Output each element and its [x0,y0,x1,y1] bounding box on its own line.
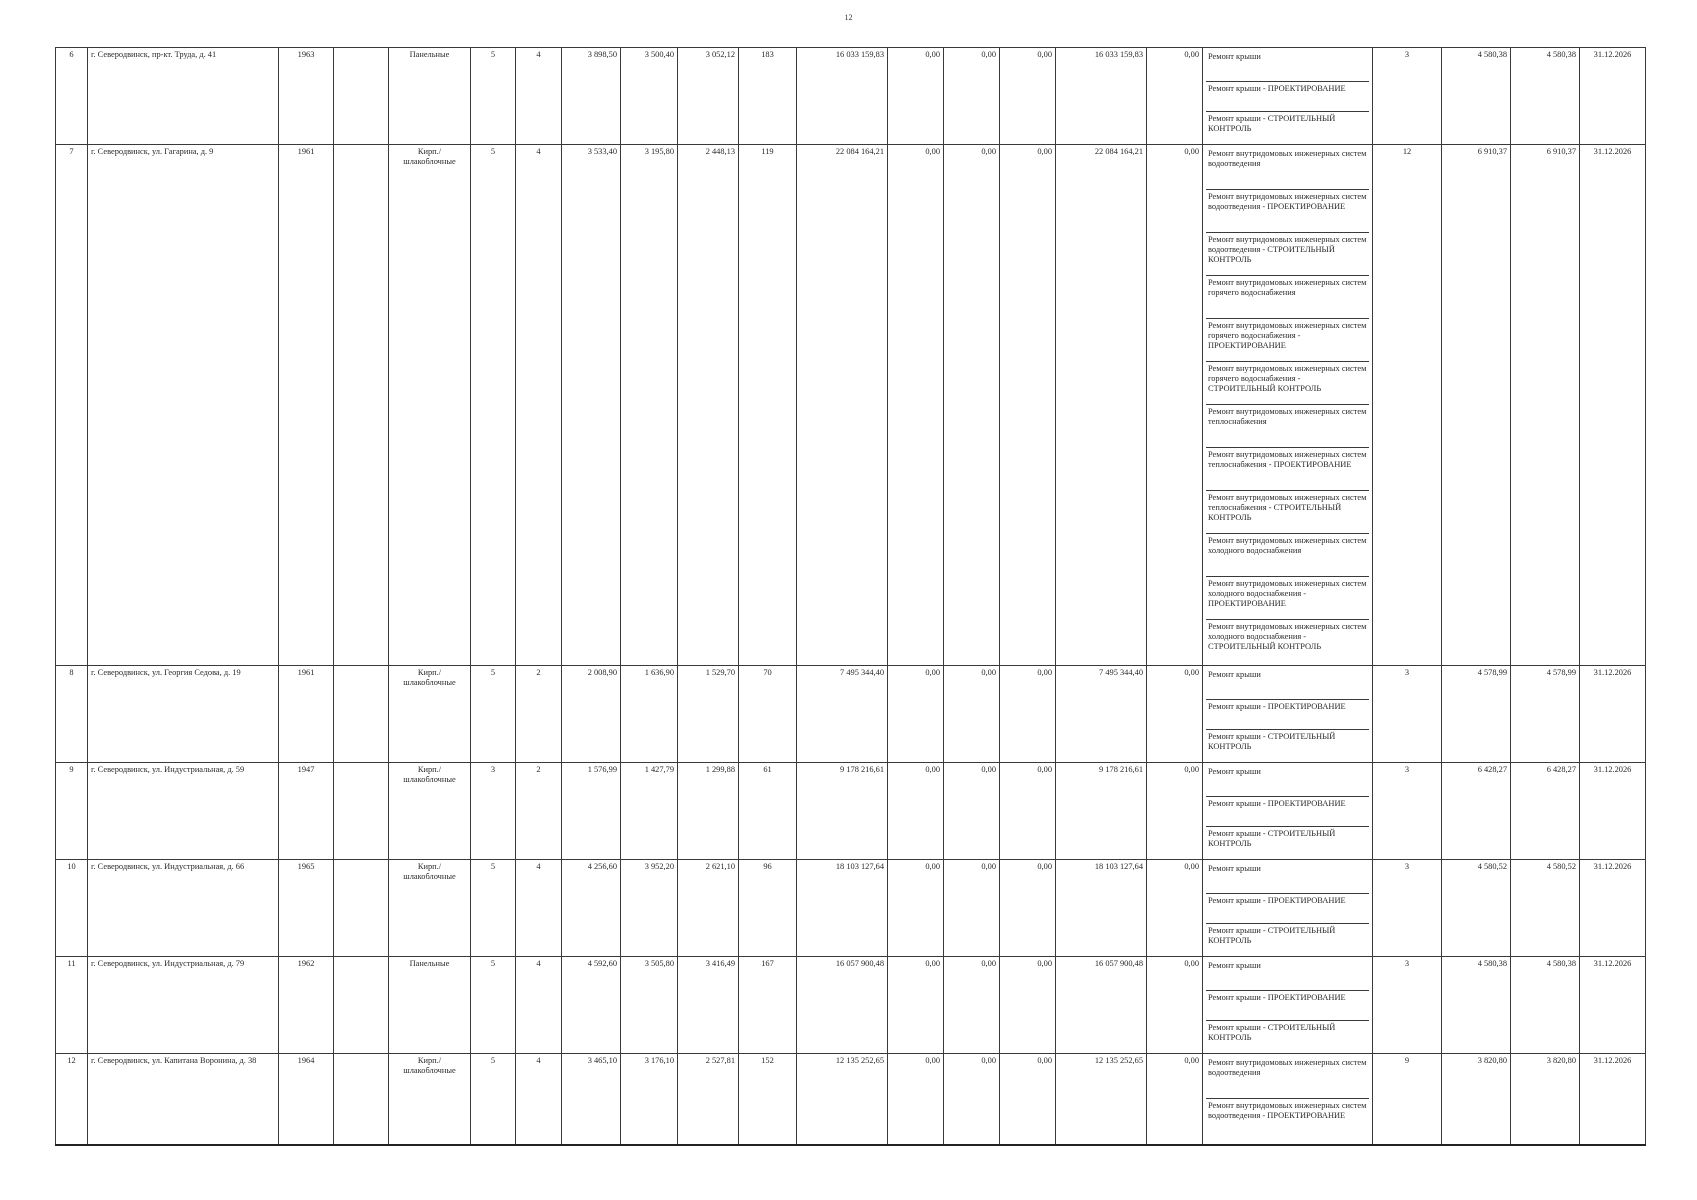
fund-local: 0,00 [1000,145,1056,666]
fund-regional: 0,00 [944,666,1000,763]
area-living: 1 636,90 [621,666,678,763]
cost-total: 7 495 344,40 [797,666,888,763]
area-living: 3 505,80 [621,957,678,1054]
wall-material: Кирп./ шлакоблочные [389,145,471,666]
residents: 167 [739,957,797,1054]
max-unit-cost: 4 580,52 [1511,860,1580,957]
unit-cost: 3 820,80 [1442,1054,1511,1146]
table-row [56,763,1646,860]
floors: 5 [471,145,516,666]
repair-program-table [55,47,1646,1146]
fund-regional: 0,00 [944,957,1000,1054]
row-number: 8 [56,666,88,763]
area-residential: 1 529,70 [678,666,739,763]
year-built: 1947 [279,763,334,860]
max-unit-cost: 4 578,99 [1511,666,1580,763]
work-item: Ремонт внутридомовых инженерных систем теплоснабжения [1206,405,1369,448]
fund-regional: 0,00 [944,48,1000,145]
row-number: 7 [56,145,88,666]
wall-material: Кирп./ шлакоблочные [389,860,471,957]
year-built: 1961 [279,145,334,666]
deadline: 31.12.2026 [1580,666,1646,763]
year-built: 1965 [279,860,334,957]
entrances: 4 [516,1054,562,1146]
wall-material: Кирп./ шлакоблочные [389,763,471,860]
work-item: Ремонт крыши - ПРОЕКТИРОВАНИЕ [1206,700,1369,730]
work-count: 9 [1373,1054,1442,1146]
fund-owners: 16 033 159,83 [1056,48,1147,145]
max-unit-cost: 4 580,38 [1511,957,1580,1054]
row-number: 10 [56,860,88,957]
fund-local: 0,00 [1000,763,1056,860]
work-count: 3 [1373,666,1442,763]
area-total: 3 533,40 [562,145,621,666]
work-item: Ремонт внутридомовых инженерных систем водоотведения - ПРОЕКТИРОВАНИЕ [1208,1101,1367,1120]
cost-total: 22 084 164,21 [797,145,888,666]
entrances: 4 [516,145,562,666]
fund-other: 0,00 [1147,48,1203,145]
wall-material: Панельные [389,957,471,1054]
empty-cell [334,666,389,763]
unit-cost: 6 428,27 [1442,763,1511,860]
cost-total: 18 103 127,64 [797,860,888,957]
year-built: 1963 [279,48,334,145]
cost-total: 12 135 252,65 [797,1054,888,1146]
address: г. Северодвинск, ул. Георгия Седова, д. 19 [88,666,279,763]
work-item: Ремонт крыши [1206,765,1369,797]
fund-regional: 0,00 [944,1054,1000,1146]
work-item: Ремонт крыши [1206,50,1369,82]
work-item: Ремонт внутридомовых инженерных систем теплоснабжения - СТРОИТЕЛЬНЫЙ КОНТРОЛЬ [1206,491,1369,534]
empty-cell [334,763,389,860]
work-item: Ремонт крыши [1206,959,1369,991]
fund-other: 0,00 [1147,957,1203,1054]
work-item: Ремонт крыши - СТРОИТЕЛЬНЫЙ КОНТРОЛЬ [1208,732,1336,751]
year-built: 1962 [279,957,334,1054]
work-item: Ремонт внутридомовых инженерных систем горячего водоснабжения - СТРОИТЕЛЬНЫЙ КОНТРОЛЬ [1206,362,1369,405]
unit-cost: 4 580,38 [1442,48,1511,145]
fund-local: 0,00 [1000,860,1056,957]
area-living: 3 176,10 [621,1054,678,1146]
work-item: Ремонт внутридомовых инженерных систем холодного водоснабжения - ПРОЕКТИРОВАНИЕ [1206,577,1369,620]
wall-material: Кирп./ шлакоблочные [389,666,471,763]
unit-cost: 4 580,38 [1442,957,1511,1054]
fund-federal: 0,00 [888,145,944,666]
area-total: 3 898,50 [562,48,621,145]
fund-other: 0,00 [1147,1054,1203,1146]
work-list [1203,763,1373,860]
work-item: Ремонт крыши [1206,668,1369,700]
work-item: Ремонт внутридомовых инженерных систем холодного водоснабжения [1206,534,1369,577]
area-living: 3 500,40 [621,48,678,145]
wall-material: Кирп./ шлакоблочные [389,1054,471,1146]
area-residential: 2 448,13 [678,145,739,666]
fund-federal: 0,00 [888,48,944,145]
fund-owners: 18 103 127,64 [1056,860,1147,957]
address: г. Северодвинск, ул. Индустриальная, д. 66 [88,860,279,957]
entrances: 4 [516,860,562,957]
fund-other: 0,00 [1147,145,1203,666]
address: г. Северодвинск, ул. Капитана Воронина, д. 38 [88,1054,279,1146]
fund-federal: 0,00 [888,957,944,1054]
table-row [56,1054,1646,1146]
area-residential: 3 052,12 [678,48,739,145]
floors: 5 [471,48,516,145]
residents: 183 [739,48,797,145]
row-number: 6 [56,48,88,145]
fund-local: 0,00 [1000,957,1056,1054]
empty-cell [334,48,389,145]
work-list [1203,48,1373,145]
floors: 3 [471,763,516,860]
unit-cost: 4 580,52 [1442,860,1511,957]
work-item: Ремонт внутридомовых инженерных систем горячего водоснабжения - ПРОЕКТИРОВАНИЕ [1206,319,1369,362]
row-number: 9 [56,763,88,860]
cost-total: 9 178 216,61 [797,763,888,860]
work-item: Ремонт внутридомовых инженерных систем горячего водоснабжения [1206,276,1369,319]
entrances: 2 [516,763,562,860]
cost-total: 16 057 900,48 [797,957,888,1054]
max-unit-cost: 6 428,27 [1511,763,1580,860]
entrances: 4 [516,957,562,1054]
fund-local: 0,00 [1000,48,1056,145]
unit-cost: 6 910,37 [1442,145,1511,666]
deadline: 31.12.2026 [1580,145,1646,666]
deadline: 31.12.2026 [1580,48,1646,145]
max-unit-cost: 4 580,38 [1511,48,1580,145]
work-item: Ремонт крыши - СТРОИТЕЛЬНЫЙ КОНТРОЛЬ [1208,926,1336,945]
work-list [1203,145,1373,666]
table-row [56,145,1646,666]
residents: 119 [739,145,797,666]
fund-owners: 12 135 252,65 [1056,1054,1147,1146]
max-unit-cost: 3 820,80 [1511,1054,1580,1146]
work-list [1203,1054,1373,1146]
empty-cell [334,957,389,1054]
residents: 152 [739,1054,797,1146]
address: г. Северодвинск, пр-кт. Труда, д. 41 [88,48,279,145]
fund-regional: 0,00 [944,145,1000,666]
empty-cell [334,860,389,957]
fund-other: 0,00 [1147,860,1203,957]
work-item: Ремонт крыши - СТРОИТЕЛЬНЫЙ КОНТРОЛЬ [1208,829,1336,848]
area-living: 3 195,80 [621,145,678,666]
table-row [56,957,1646,1054]
empty-cell [334,145,389,666]
floors: 5 [471,957,516,1054]
fund-owners: 9 178 216,61 [1056,763,1147,860]
work-count: 3 [1373,860,1442,957]
work-item: Ремонт крыши [1206,862,1369,894]
year-built: 1964 [279,1054,334,1146]
residents: 70 [739,666,797,763]
address: г. Северодвинск, ул. Индустриальная, д. 59 [88,763,279,860]
work-item: Ремонт внутридомовых инженерных систем холодного водоснабжения - СТРОИТЕЛЬНЫЙ КОНТРОЛЬ [1208,622,1367,651]
fund-owners: 16 057 900,48 [1056,957,1147,1054]
fund-federal: 0,00 [888,1054,944,1146]
work-count: 3 [1373,957,1442,1054]
work-item: Ремонт внутридомовых инженерных систем водоотведения [1206,147,1369,190]
table-row [56,48,1646,145]
fund-owners: 22 084 164,21 [1056,145,1147,666]
row-number: 12 [56,1054,88,1146]
area-residential: 1 299,88 [678,763,739,860]
fund-regional: 0,00 [944,763,1000,860]
fund-local: 0,00 [1000,666,1056,763]
fund-federal: 0,00 [888,860,944,957]
work-item: Ремонт внутридомовых инженерных систем водоотведения - ПРОЕКТИРОВАНИЕ [1206,190,1369,233]
work-list [1203,957,1373,1054]
max-unit-cost: 6 910,37 [1511,145,1580,666]
work-list [1203,860,1373,957]
wall-material: Панельные [389,48,471,145]
work-count: 12 [1373,145,1442,666]
deadline: 31.12.2026 [1580,957,1646,1054]
deadline: 31.12.2026 [1580,860,1646,957]
fund-regional: 0,00 [944,860,1000,957]
work-item: Ремонт внутридомовых инженерных систем теплоснабжения - ПРОЕКТИРОВАНИЕ [1206,448,1369,491]
residents: 61 [739,763,797,860]
area-residential: 2 621,10 [678,860,739,957]
table-row [56,860,1646,957]
area-total: 2 008,90 [562,666,621,763]
area-total: 3 465,10 [562,1054,621,1146]
floors: 5 [471,860,516,957]
area-living: 3 952,20 [621,860,678,957]
area-residential: 3 416,49 [678,957,739,1054]
work-count: 3 [1373,48,1442,145]
fund-local: 0,00 [1000,1054,1056,1146]
address: г. Северодвинск, ул. Гагарина, д. 9 [88,145,279,666]
work-item: Ремонт крыши - ПРОЕКТИРОВАНИЕ [1206,894,1369,924]
deadline: 31.12.2026 [1580,763,1646,860]
work-item: Ремонт крыши - СТРОИТЕЛЬНЫЙ КОНТРОЛЬ [1208,114,1336,133]
area-residential: 2 527,81 [678,1054,739,1146]
work-item: Ремонт крыши - ПРОЕКТИРОВАНИЕ [1206,991,1369,1021]
entrances: 4 [516,48,562,145]
fund-federal: 0,00 [888,763,944,860]
fund-federal: 0,00 [888,666,944,763]
work-item: Ремонт внутридомовых инженерных систем водоотведения [1206,1056,1369,1099]
area-total: 4 256,60 [562,860,621,957]
area-total: 4 592,60 [562,957,621,1054]
year-built: 1961 [279,666,334,763]
work-item: Ремонт крыши - СТРОИТЕЛЬНЫЙ КОНТРОЛЬ [1208,1023,1336,1042]
row-number: 11 [56,957,88,1054]
address: г. Северодвинск, ул. Индустриальная, д. 79 [88,957,279,1054]
floors: 5 [471,666,516,763]
page-number: 12 [844,13,853,22]
area-living: 1 427,79 [621,763,678,860]
fund-other: 0,00 [1147,666,1203,763]
deadline: 31.12.2026 [1580,1054,1646,1146]
fund-owners: 7 495 344,40 [1056,666,1147,763]
empty-cell [334,1054,389,1146]
table-row [56,666,1646,763]
fund-other: 0,00 [1147,763,1203,860]
work-item: Ремонт крыши - ПРОЕКТИРОВАНИЕ [1206,82,1369,112]
floors: 5 [471,1054,516,1146]
work-list [1203,666,1373,763]
cost-total: 16 033 159,83 [797,48,888,145]
residents: 96 [739,860,797,957]
unit-cost: 4 578,99 [1442,666,1511,763]
work-count: 3 [1373,763,1442,860]
work-item: Ремонт внутридомовых инженерных систем водоотведения - СТРОИТЕЛЬНЫЙ КОНТРОЛЬ [1206,233,1369,276]
area-total: 1 576,99 [562,763,621,860]
entrances: 2 [516,666,562,763]
work-item: Ремонт крыши - ПРОЕКТИРОВАНИЕ [1206,797,1369,827]
